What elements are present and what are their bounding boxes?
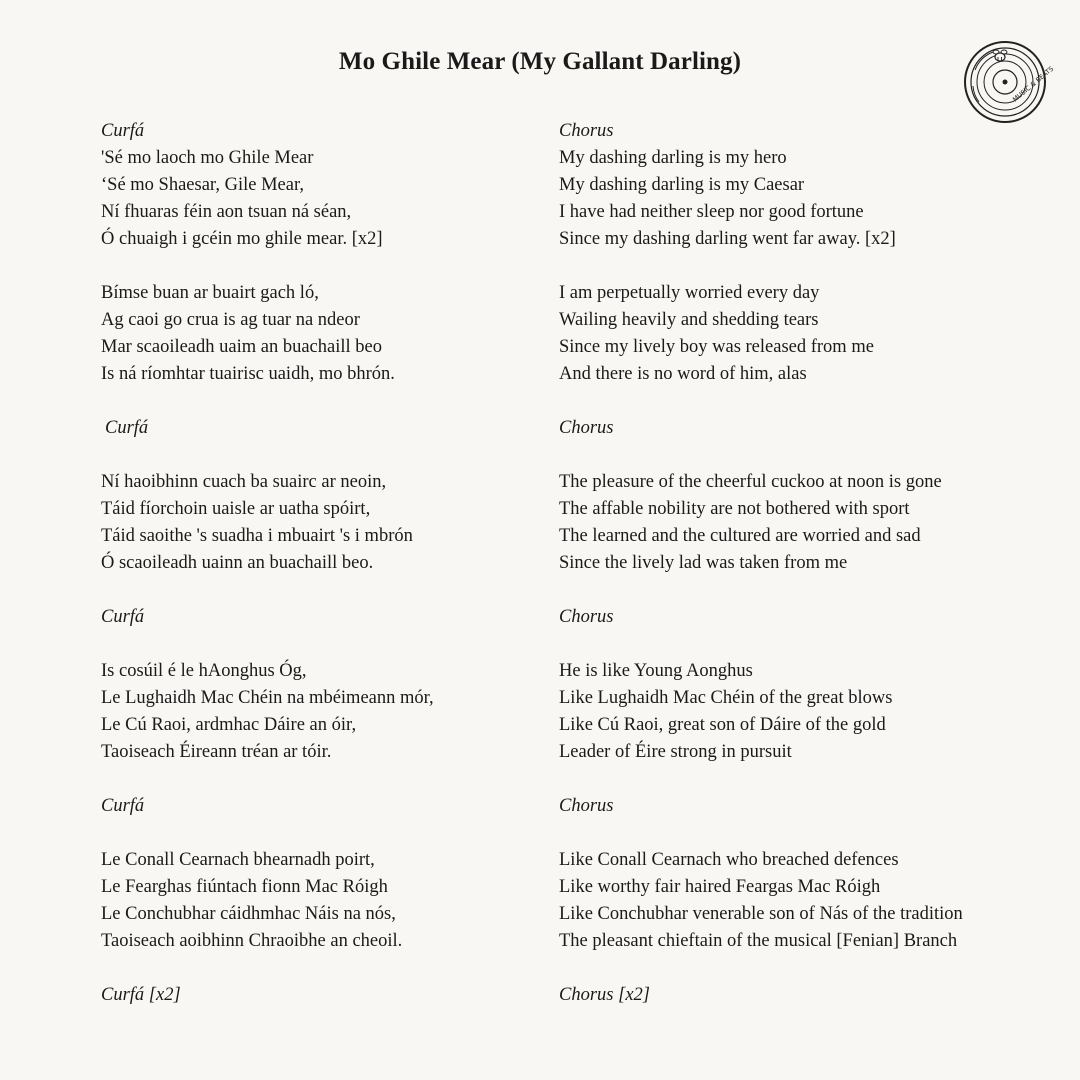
lyric-line: Since my dashing darling went far away. [x2] [559,229,896,249]
lyric-line: Le Cú Raoi, ardmhac Dáire an óir, [101,715,357,735]
irish-chorus-final-label: Curfá [x2] [101,985,181,1005]
lyric-line: Le Conchubhar cáidhmhac Náis na nós, [101,904,396,924]
english-chorus-label: Chorus [559,121,614,141]
vinyl-record-logo-icon [963,40,1056,124]
lyric-line: Ní haoibhinn cuach ba suairc ar neoin, [101,472,387,492]
lyric-line: I have had neither sleep nor good fortune [559,202,864,222]
irish-chorus-label: Curfá [101,607,145,627]
lyric-line: The affable nobility are not bothered with sport [559,499,910,519]
lyric-line: Taoiseach Éireann tréan ar tóir. [101,742,332,762]
english-chorus-label: Chorus [559,418,614,438]
lyric-line: The pleasure of the cheerful cuckoo at noon is gone [559,472,942,492]
lyric-line: My dashing darling is my Caesar [559,175,805,195]
lyric-line: Wailing heavily and shedding tears [559,310,819,330]
english-chorus-label: Chorus [559,796,614,816]
lyric-line: Like worthy fair haired Feargas Mac Róigh [559,877,881,897]
lyric-line: 'Sé mo laoch mo Ghile Mear [101,148,314,168]
lyric-line: Since my lively boy was released from me [559,337,874,357]
lyric-line: Like Lughaidh Mac Chéin of the great blows [559,688,893,708]
lyric-line: Ó scaoileadh uainn an buachaill beo. [101,553,374,573]
english-chorus-final-label: Chorus [x2] [559,985,650,1005]
lyric-line: Mar scaoileadh uaim an buachaill beo [101,337,382,357]
lyric-line: Le Fearghas fiúntach fionn Mac Róigh [101,877,388,897]
lyric-line: ‘Sé mo Shaesar, Gile Mear, [101,175,304,195]
lyric-line: Taoiseach aoibhinn Chraoibhe an cheoil. [101,931,403,951]
irish-lyrics-column [101,118,541,1009]
logo-text: MUSIC & BEATS [1011,64,1056,104]
lyric-line: Táid saoithe 's suadha i mbuairt 's i mbrón [101,526,413,546]
lyric-line: Ó chuaigh i gcéin mo ghile mear. [x2] [101,229,383,249]
lyric-line: I am perpetually worried every day [559,283,820,303]
page-title: Mo Ghile Mear (My Gallant Darling) [338,48,742,75]
lyric-line: Leader of Éire strong in pursuit [559,742,792,762]
lyric-line: Is ná ríomhtar tuairisc uaidh, mo bhrón. [101,364,395,384]
english-lyrics-column [559,118,1019,1009]
lyric-line: He is like Young Aonghus [559,661,753,681]
lyric-line: The pleasant chieftain of the musical [Fenian] Branch [559,931,958,951]
lyric-line: Le Conall Cearnach bhearnadh poirt, [101,850,375,870]
lyric-line: Like Conall Cearnach who breached defences [559,850,899,870]
lyric-line: Táid fíorchoin uaisle ar uatha spóirt, [101,499,371,519]
lyric-line: Like Conchubhar venerable son of Nás of the tradition [559,904,963,924]
irish-chorus-label: Curfá [101,121,145,141]
lyric-line: Like Cú Raoi, great son of Dáire of the gold [559,715,886,735]
lyric-line: Ní fhuaras féin aon tsuan ná séan, [101,202,352,222]
lyric-line: Bímse buan ar buairt gach ló, [101,283,319,303]
lyric-line: My dashing darling is my hero [559,148,787,168]
irish-chorus-label: Curfá [105,418,149,438]
lyric-line: Is cosúil é le hAonghus Óg, [101,661,307,681]
lyric-line: Le Lughaidh Mac Chéin na mbéimeann mór, [101,688,434,708]
english-chorus-label: Chorus [559,607,614,627]
lyric-line: Since the lively lad was taken from me [559,553,848,573]
lyric-line: Ag caoi go crua is ag tuar na ndeor [101,310,360,330]
lyric-line: The learned and the cultured are worried and sad [559,526,921,546]
lyric-line: And there is no word of him, alas [559,364,807,384]
irish-chorus-label: Curfá [101,796,145,816]
